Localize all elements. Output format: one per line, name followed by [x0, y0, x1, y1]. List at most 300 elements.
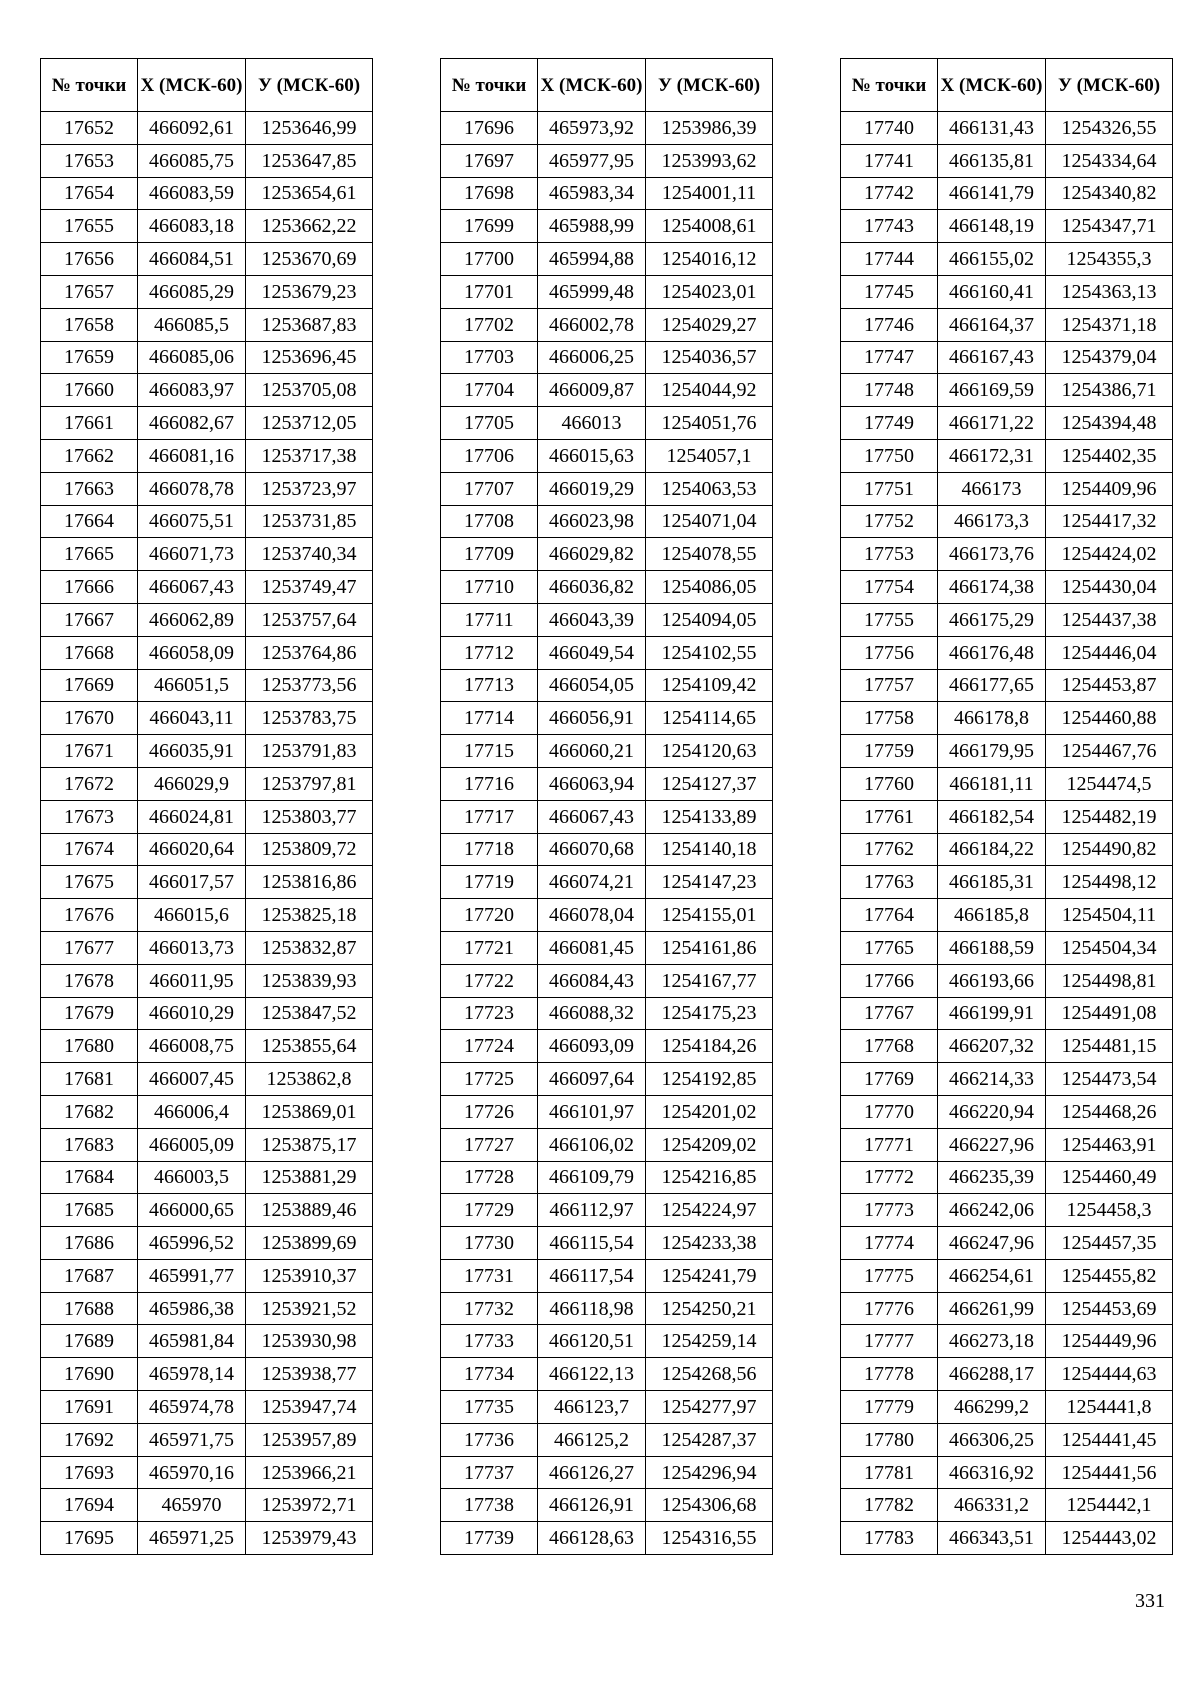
point-number-cell: 17778: [841, 1358, 938, 1391]
coordinate-table-2: [440, 58, 773, 1555]
x-coordinate-cell: 466169,59: [938, 374, 1046, 407]
point-number-cell: 17776: [841, 1292, 938, 1325]
y-coordinate-cell: 1254340,82: [1046, 177, 1173, 210]
table-row: [41, 1259, 373, 1292]
y-coordinate-cell: 1254455,82: [1046, 1259, 1173, 1292]
y-coordinate-cell: 1254063,53: [646, 472, 773, 505]
y-coordinate-cell: 1254473,54: [1046, 1063, 1173, 1096]
x-coordinate-cell: 466043,39: [538, 603, 646, 636]
x-coordinate-cell: 466299,2: [938, 1391, 1046, 1424]
x-coordinate-cell: 466083,97: [138, 374, 246, 407]
x-coordinate-cell: 466115,54: [538, 1227, 646, 1260]
y-coordinate-cell: 1254446,04: [1046, 636, 1173, 669]
point-number-cell: 17738: [441, 1489, 538, 1522]
x-coordinate-cell: 466177,65: [938, 669, 1046, 702]
point-number-cell: 17761: [841, 800, 938, 833]
y-coordinate-cell: 1254078,55: [646, 538, 773, 571]
table-row: [441, 1456, 773, 1489]
x-coordinate-cell: 466010,29: [138, 997, 246, 1030]
x-coordinate-cell: 466019,29: [538, 472, 646, 505]
table-row: [441, 243, 773, 276]
table-row: [441, 767, 773, 800]
x-coordinate-cell: 466193,66: [938, 964, 1046, 997]
table-row: [41, 702, 373, 735]
table-row: [41, 1423, 373, 1456]
y-coordinate-cell: 1254044,92: [646, 374, 773, 407]
table-body: [441, 112, 773, 1555]
y-coordinate-cell: 1254147,23: [646, 866, 773, 899]
y-coordinate-cell: 1254468,26: [1046, 1095, 1173, 1128]
y-coordinate-cell: 1254498,12: [1046, 866, 1173, 899]
x-coordinate-cell: 466148,19: [938, 210, 1046, 243]
x-coordinate-cell: 466227,96: [938, 1128, 1046, 1161]
header-x-coordinate: Х (МСК-60): [538, 59, 646, 112]
y-coordinate-cell: 1254504,11: [1046, 899, 1173, 932]
x-coordinate-cell: 466171,22: [938, 407, 1046, 440]
point-number-cell: 17694: [41, 1489, 138, 1522]
table-row: [41, 472, 373, 505]
table-row: [841, 833, 1173, 866]
x-coordinate-cell: 466082,67: [138, 407, 246, 440]
y-coordinate-cell: 1253654,61: [246, 177, 373, 210]
table-row: [841, 1522, 1173, 1555]
point-number-cell: 17695: [41, 1522, 138, 1555]
x-coordinate-cell: 466015,6: [138, 899, 246, 932]
x-coordinate-cell: 466051,5: [138, 669, 246, 702]
point-number-cell: 17758: [841, 702, 938, 735]
y-coordinate-cell: 1254287,37: [646, 1423, 773, 1456]
x-coordinate-cell: 466261,99: [938, 1292, 1046, 1325]
y-coordinate-cell: 1254133,89: [646, 800, 773, 833]
point-number-cell: 17674: [41, 833, 138, 866]
point-number-cell: 17739: [441, 1522, 538, 1555]
table-row: [841, 669, 1173, 702]
y-coordinate-cell: 1254498,81: [1046, 964, 1173, 997]
y-coordinate-cell: 1253647,85: [246, 144, 373, 177]
y-coordinate-cell: 1253930,98: [246, 1325, 373, 1358]
y-coordinate-cell: 1254441,45: [1046, 1423, 1173, 1456]
point-number-cell: 17764: [841, 899, 938, 932]
x-coordinate-cell: 466013,73: [138, 931, 246, 964]
y-coordinate-cell: 1253855,64: [246, 1030, 373, 1063]
table-row: [441, 144, 773, 177]
x-coordinate-cell: 466254,61: [938, 1259, 1046, 1292]
point-number-cell: 17690: [41, 1358, 138, 1391]
x-coordinate-cell: 465977,95: [538, 144, 646, 177]
y-coordinate-cell: 1253696,45: [246, 341, 373, 374]
y-coordinate-cell: 1253839,93: [246, 964, 373, 997]
table-row: [41, 1358, 373, 1391]
x-coordinate-cell: 465996,52: [138, 1227, 246, 1260]
y-coordinate-cell: 1253881,29: [246, 1161, 373, 1194]
x-coordinate-cell: 465994,88: [538, 243, 646, 276]
point-number-cell: 17741: [841, 144, 938, 177]
x-coordinate-cell: 466005,09: [138, 1128, 246, 1161]
table-row: [41, 407, 373, 440]
table-row: [441, 1227, 773, 1260]
y-coordinate-cell: 1253869,01: [246, 1095, 373, 1128]
y-coordinate-cell: 1254453,87: [1046, 669, 1173, 702]
x-coordinate-cell: 466331,2: [938, 1489, 1046, 1522]
header-y-coordinate: У (МСК-60): [1046, 59, 1173, 112]
table-row: [841, 177, 1173, 210]
x-coordinate-cell: 466017,57: [138, 866, 246, 899]
table-row: [41, 210, 373, 243]
y-coordinate-cell: 1254175,23: [646, 997, 773, 1030]
table-row: [441, 571, 773, 604]
point-number-cell: 17692: [41, 1423, 138, 1456]
point-number-cell: 17721: [441, 931, 538, 964]
page-number: 331: [1135, 1590, 1165, 1612]
x-coordinate-cell: 465991,77: [138, 1259, 246, 1292]
point-number-cell: 17653: [41, 144, 138, 177]
point-number-cell: 17655: [41, 210, 138, 243]
point-number-cell: 17719: [441, 866, 538, 899]
point-number-cell: 17716: [441, 767, 538, 800]
table-row: [441, 177, 773, 210]
point-number-cell: 17775: [841, 1259, 938, 1292]
x-coordinate-cell: 466135,81: [938, 144, 1046, 177]
point-number-cell: 17731: [441, 1259, 538, 1292]
x-coordinate-cell: 466067,43: [538, 800, 646, 833]
point-number-cell: 17766: [841, 964, 938, 997]
y-coordinate-cell: 1253791,83: [246, 735, 373, 768]
y-coordinate-cell: 1254268,56: [646, 1358, 773, 1391]
point-number-cell: 17671: [41, 735, 138, 768]
y-coordinate-cell: 1254296,94: [646, 1456, 773, 1489]
x-coordinate-cell: 466185,8: [938, 899, 1046, 932]
x-coordinate-cell: 466173: [938, 472, 1046, 505]
table-row: [41, 538, 373, 571]
y-coordinate-cell: 1253712,05: [246, 407, 373, 440]
x-coordinate-cell: 466070,68: [538, 833, 646, 866]
table-row: [41, 1161, 373, 1194]
x-coordinate-cell: 466071,73: [138, 538, 246, 571]
x-coordinate-cell: 466125,2: [538, 1423, 646, 1456]
table-row: [441, 439, 773, 472]
table-row: [841, 899, 1173, 932]
y-coordinate-cell: 1254184,26: [646, 1030, 773, 1063]
x-coordinate-cell: 466081,45: [538, 931, 646, 964]
table-row: [841, 407, 1173, 440]
x-coordinate-cell: 466131,43: [938, 112, 1046, 145]
y-coordinate-cell: 1253966,21: [246, 1456, 373, 1489]
point-number-cell: 17783: [841, 1522, 938, 1555]
table-row: [441, 472, 773, 505]
header-y-coordinate: У (МСК-60): [646, 59, 773, 112]
y-coordinate-cell: 1254201,02: [646, 1095, 773, 1128]
table-row: [441, 833, 773, 866]
x-coordinate-cell: 465999,48: [538, 275, 646, 308]
point-number-cell: 17703: [441, 341, 538, 374]
x-coordinate-cell: 466173,76: [938, 538, 1046, 571]
point-number-cell: 17707: [441, 472, 538, 505]
x-coordinate-cell: 466006,4: [138, 1095, 246, 1128]
table-row: [41, 144, 373, 177]
point-number-cell: 17763: [841, 866, 938, 899]
x-coordinate-cell: 465970,16: [138, 1456, 246, 1489]
x-coordinate-cell: 466207,32: [938, 1030, 1046, 1063]
x-coordinate-cell: 466074,21: [538, 866, 646, 899]
point-number-cell: 17757: [841, 669, 938, 702]
point-number-cell: 17752: [841, 505, 938, 538]
table-row: [841, 866, 1173, 899]
table-row: [841, 374, 1173, 407]
table-row: [41, 866, 373, 899]
x-coordinate-cell: 466029,9: [138, 767, 246, 800]
x-coordinate-cell: 465983,34: [538, 177, 646, 210]
point-number-cell: 17660: [41, 374, 138, 407]
x-coordinate-cell: 465981,84: [138, 1325, 246, 1358]
coordinate-table-1: [40, 58, 373, 1555]
table-row: [41, 275, 373, 308]
table-row: [441, 1161, 773, 1194]
y-coordinate-cell: 1254386,71: [1046, 374, 1173, 407]
x-coordinate-cell: 466164,37: [938, 308, 1046, 341]
y-coordinate-cell: 1253816,86: [246, 866, 373, 899]
x-coordinate-cell: 466078,04: [538, 899, 646, 932]
x-coordinate-cell: 466029,82: [538, 538, 646, 571]
table-row: [41, 669, 373, 702]
point-number-cell: 17750: [841, 439, 938, 472]
y-coordinate-cell: 1254233,38: [646, 1227, 773, 1260]
table-row: [841, 1095, 1173, 1128]
table-row: [441, 931, 773, 964]
point-number-cell: 17726: [441, 1095, 538, 1128]
y-coordinate-cell: 1253993,62: [646, 144, 773, 177]
table-row: [41, 899, 373, 932]
x-coordinate-cell: 465971,25: [138, 1522, 246, 1555]
table-row: [41, 1325, 373, 1358]
y-coordinate-cell: 1253921,52: [246, 1292, 373, 1325]
x-coordinate-cell: 466081,16: [138, 439, 246, 472]
y-coordinate-cell: 1253646,99: [246, 112, 373, 145]
table-row: [441, 1259, 773, 1292]
y-coordinate-cell: 1253679,23: [246, 275, 373, 308]
table-row: [41, 931, 373, 964]
point-number-cell: 17782: [841, 1489, 938, 1522]
table-row: [441, 669, 773, 702]
y-coordinate-cell: 1254460,49: [1046, 1161, 1173, 1194]
x-coordinate-cell: 466083,18: [138, 210, 246, 243]
table-row: [841, 636, 1173, 669]
table-row: [841, 603, 1173, 636]
y-coordinate-cell: 1253662,22: [246, 210, 373, 243]
point-number-cell: 17686: [41, 1227, 138, 1260]
x-coordinate-cell: 466097,64: [538, 1063, 646, 1096]
table-row: [441, 735, 773, 768]
point-number-cell: 17710: [441, 571, 538, 604]
table-row: [841, 341, 1173, 374]
table-row: [41, 603, 373, 636]
point-number-cell: 17687: [41, 1259, 138, 1292]
table-row: [841, 243, 1173, 276]
table-row: [441, 1292, 773, 1325]
x-coordinate-cell: 466167,43: [938, 341, 1046, 374]
point-number-cell: 17688: [41, 1292, 138, 1325]
x-coordinate-cell: 466085,75: [138, 144, 246, 177]
y-coordinate-cell: 1254424,02: [1046, 538, 1173, 571]
point-number-cell: 17693: [41, 1456, 138, 1489]
y-coordinate-cell: 1253757,64: [246, 603, 373, 636]
point-number-cell: 17652: [41, 112, 138, 145]
coordinate-table-3: [840, 58, 1173, 1555]
table-row: [841, 997, 1173, 1030]
point-number-cell: 17702: [441, 308, 538, 341]
point-number-cell: 17704: [441, 374, 538, 407]
point-number-cell: 17661: [41, 407, 138, 440]
x-coordinate-cell: 466101,97: [538, 1095, 646, 1128]
point-number-cell: 17659: [41, 341, 138, 374]
y-coordinate-cell: 1254326,55: [1046, 112, 1173, 145]
x-coordinate-cell: 466020,64: [138, 833, 246, 866]
point-number-cell: 17745: [841, 275, 938, 308]
x-coordinate-cell: 465970: [138, 1489, 246, 1522]
y-coordinate-cell: 1254442,1: [1046, 1489, 1173, 1522]
table-row: [841, 571, 1173, 604]
table-body: [41, 112, 373, 1555]
x-coordinate-cell: 466109,79: [538, 1161, 646, 1194]
y-coordinate-cell: 1254463,91: [1046, 1128, 1173, 1161]
y-coordinate-cell: 1253862,8: [246, 1063, 373, 1096]
point-number-cell: 17751: [841, 472, 938, 505]
y-coordinate-cell: 1254355,3: [1046, 243, 1173, 276]
header-point-number: № точки: [41, 59, 138, 112]
x-coordinate-cell: 465973,92: [538, 112, 646, 145]
table-row: [441, 702, 773, 735]
y-coordinate-cell: 1253986,39: [646, 112, 773, 145]
y-coordinate-cell: 1254453,69: [1046, 1292, 1173, 1325]
point-number-cell: 17667: [41, 603, 138, 636]
y-coordinate-cell: 1254102,55: [646, 636, 773, 669]
x-coordinate-cell: 466128,63: [538, 1522, 646, 1555]
y-coordinate-cell: 1254057,1: [646, 439, 773, 472]
table-row: [841, 1259, 1173, 1292]
y-coordinate-cell: 1254481,15: [1046, 1030, 1173, 1063]
y-coordinate-cell: 1253979,43: [246, 1522, 373, 1555]
y-coordinate-cell: 1254490,82: [1046, 833, 1173, 866]
point-number-cell: 17730: [441, 1227, 538, 1260]
y-coordinate-cell: 1253972,71: [246, 1489, 373, 1522]
table-row: [441, 1358, 773, 1391]
table-row: [41, 1292, 373, 1325]
y-coordinate-cell: 1254491,08: [1046, 997, 1173, 1030]
y-coordinate-cell: 1253899,69: [246, 1227, 373, 1260]
table-row: [41, 1391, 373, 1424]
point-number-cell: 17675: [41, 866, 138, 899]
y-coordinate-cell: 1254250,21: [646, 1292, 773, 1325]
point-number-cell: 17744: [841, 243, 938, 276]
y-coordinate-cell: 1253723,97: [246, 472, 373, 505]
x-coordinate-cell: 466002,78: [538, 308, 646, 341]
table-row: [841, 538, 1173, 571]
point-number-cell: 17669: [41, 669, 138, 702]
table-row: [841, 505, 1173, 538]
point-number-cell: 17666: [41, 571, 138, 604]
x-coordinate-cell: 466214,33: [938, 1063, 1046, 1096]
point-number-cell: 17685: [41, 1194, 138, 1227]
point-number-cell: 17743: [841, 210, 938, 243]
table-row: [41, 1063, 373, 1096]
x-coordinate-cell: 466343,51: [938, 1522, 1046, 1555]
table-row: [41, 112, 373, 145]
table-row: [841, 144, 1173, 177]
table-row: [441, 1194, 773, 1227]
point-number-cell: 17720: [441, 899, 538, 932]
point-number-cell: 17747: [841, 341, 938, 374]
y-coordinate-cell: 1254140,18: [646, 833, 773, 866]
table-row: [41, 1227, 373, 1260]
point-number-cell: 17700: [441, 243, 538, 276]
table-header-row: [41, 59, 373, 112]
y-coordinate-cell: 1253947,74: [246, 1391, 373, 1424]
table-row: [41, 767, 373, 800]
table-row: [441, 603, 773, 636]
point-number-cell: 17771: [841, 1128, 938, 1161]
y-coordinate-cell: 1254457,35: [1046, 1227, 1173, 1260]
point-number-cell: 17727: [441, 1128, 538, 1161]
point-number-cell: 17735: [441, 1391, 538, 1424]
x-coordinate-cell: 466288,17: [938, 1358, 1046, 1391]
x-coordinate-cell: 466174,38: [938, 571, 1046, 604]
point-number-cell: 17755: [841, 603, 938, 636]
table-row: [41, 1030, 373, 1063]
x-coordinate-cell: 465978,14: [138, 1358, 246, 1391]
x-coordinate-cell: 466126,91: [538, 1489, 646, 1522]
x-coordinate-cell: 466242,06: [938, 1194, 1046, 1227]
table-row: [841, 439, 1173, 472]
x-coordinate-cell: 466122,13: [538, 1358, 646, 1391]
point-number-cell: 17696: [441, 112, 538, 145]
table-row: [441, 308, 773, 341]
point-number-cell: 17654: [41, 177, 138, 210]
table-row: [41, 1128, 373, 1161]
point-number-cell: 17698: [441, 177, 538, 210]
y-coordinate-cell: 1254430,04: [1046, 571, 1173, 604]
y-coordinate-cell: 1253938,77: [246, 1358, 373, 1391]
x-coordinate-cell: 465974,78: [138, 1391, 246, 1424]
header-x-coordinate: Х (МСК-60): [138, 59, 246, 112]
x-coordinate-cell: 466235,39: [938, 1161, 1046, 1194]
table-row: [841, 1391, 1173, 1424]
y-coordinate-cell: 1254216,85: [646, 1161, 773, 1194]
x-coordinate-cell: 466173,3: [938, 505, 1046, 538]
y-coordinate-cell: 1253889,46: [246, 1194, 373, 1227]
y-coordinate-cell: 1253749,47: [246, 571, 373, 604]
x-coordinate-cell: 466273,18: [938, 1325, 1046, 1358]
point-number-cell: 17699: [441, 210, 538, 243]
point-number-cell: 17781: [841, 1456, 938, 1489]
table-row: [441, 374, 773, 407]
table-row: [841, 735, 1173, 768]
y-coordinate-cell: 1254277,97: [646, 1391, 773, 1424]
y-coordinate-cell: 1254504,34: [1046, 931, 1173, 964]
x-coordinate-cell: 466075,51: [138, 505, 246, 538]
table-row: [441, 1423, 773, 1456]
point-number-cell: 17759: [841, 735, 938, 768]
table-row: [41, 636, 373, 669]
table-row: [841, 1128, 1173, 1161]
table-row: [441, 210, 773, 243]
x-coordinate-cell: 466054,05: [538, 669, 646, 702]
header-point-number: № точки: [441, 59, 538, 112]
y-coordinate-cell: 1254347,71: [1046, 210, 1173, 243]
y-coordinate-cell: 1253803,77: [246, 800, 373, 833]
point-number-cell: 17662: [41, 439, 138, 472]
point-number-cell: 17689: [41, 1325, 138, 1358]
table-row: [41, 308, 373, 341]
y-coordinate-cell: 1254259,14: [646, 1325, 773, 1358]
